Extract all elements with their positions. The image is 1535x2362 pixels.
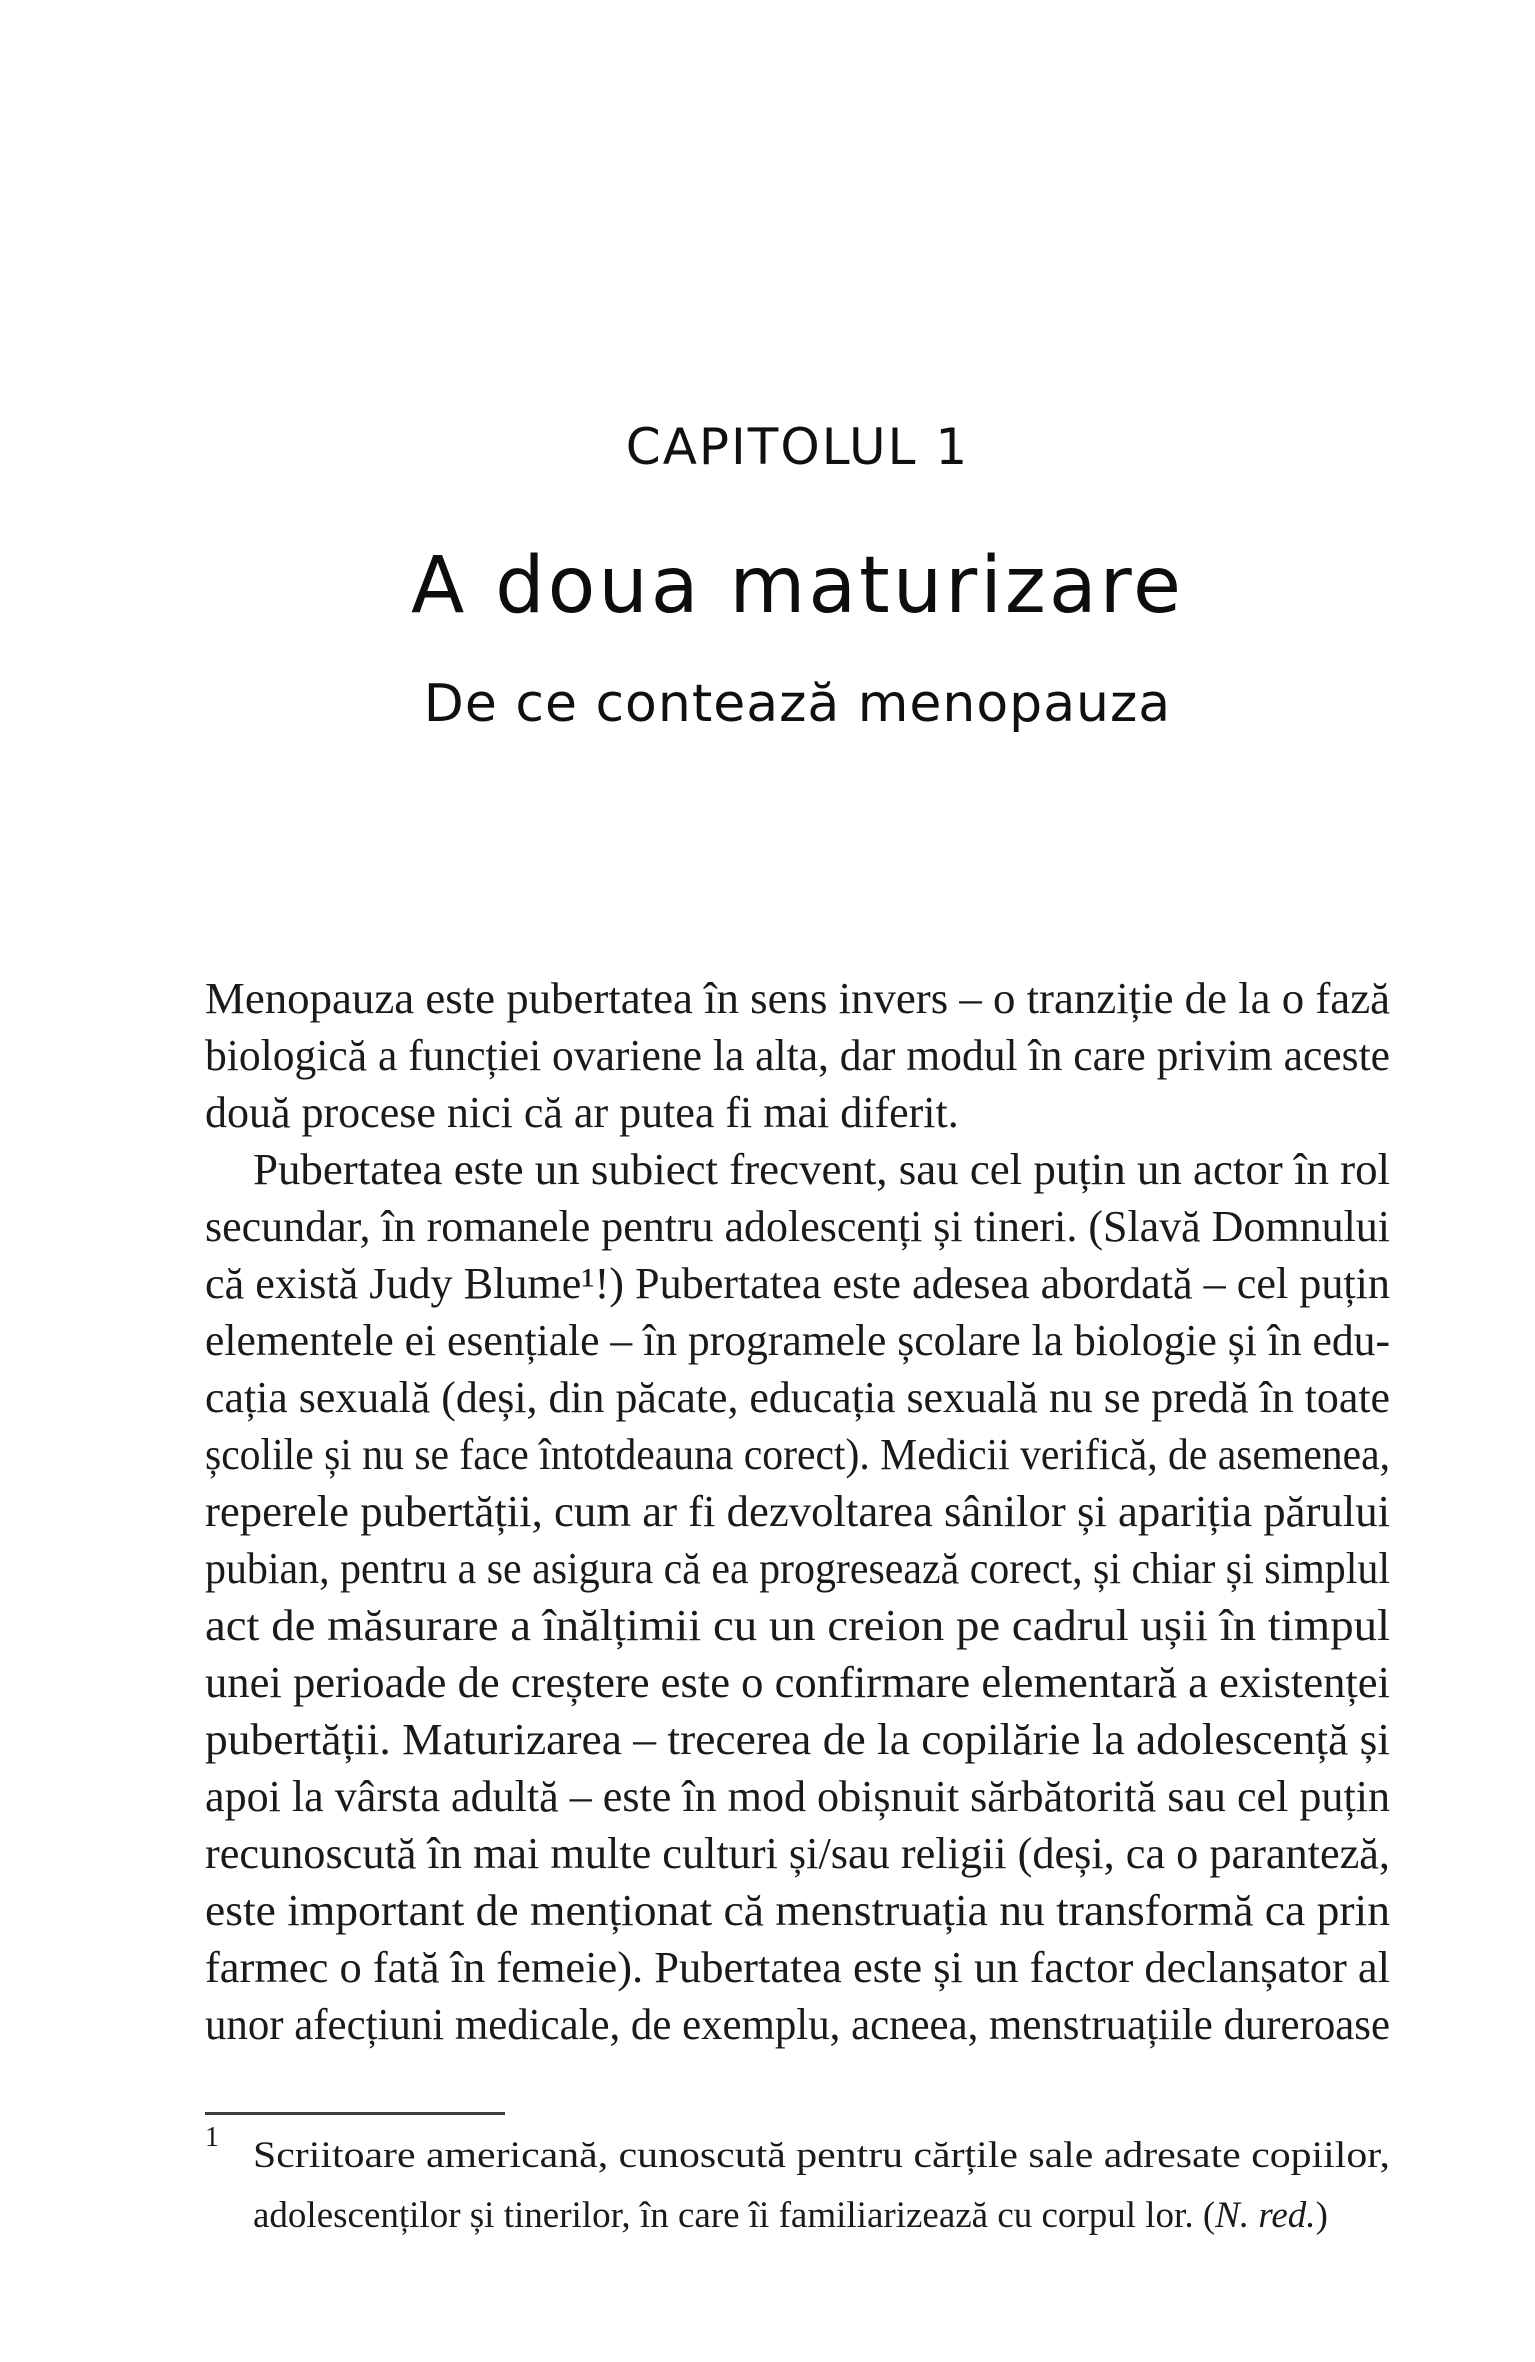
text-line: pubian, pentru a se asigura că ea progresează corect, și chiar și simplul: [205, 1544, 1390, 1593]
text-line: cația sexuală (deși, din păcate, educația sexuală nu se predă în toate: [205, 1373, 1390, 1422]
text-line: biologică a funcției ovariene la alta, dar modul în care privim aceste: [205, 1031, 1390, 1080]
chapter-title: A doua maturizare: [410, 541, 1185, 631]
text-line: două procese nici că ar putea fi mai diferit.: [205, 1088, 959, 1137]
paragraph: [205, 970, 1390, 1141]
text-line: Scriitoare americană, cunoscută pentru cărțile sale adresate copiilor,: [253, 2135, 1390, 2176]
text-line: farmec o fată în femeie). Pubertatea este și un factor declanșator al: [205, 1943, 1390, 1992]
chapter-subtitle: De ce contează menopauza: [423, 674, 1172, 734]
text-line: elementele ei esențiale – în programele școlare la biologie și în edu-: [205, 1316, 1390, 1365]
text-line: școlile și nu se face întotdeauna corect). Medicii verifică, de asemenea,: [205, 1430, 1390, 1479]
text-line: Menopauza este pubertatea în sens invers – o tranziție de la o fază: [205, 974, 1390, 1023]
chapter-label: CAPITOLUL 1: [625, 418, 970, 476]
footnote-rule: [205, 2112, 505, 2115]
text-line: pubertății. Maturizarea – trecerea de la copilărie la adolescență și: [205, 1715, 1390, 1764]
text-line: Pubertatea este un subiect frecvent, sau cel puțin un actor în rol: [253, 1145, 1390, 1194]
text-line: adolescenților și tinerilor, în care îi familiarizează cu corpul lor. (N. red.): [253, 2195, 1328, 2236]
text-line: apoi la vârsta adultă – este în mod obișnuit sărbătorită sau cel puțin: [205, 1772, 1390, 1821]
text-line: secundar, în romanele pentru adolescenți și tineri. (Slavă Domnului: [205, 1202, 1390, 1251]
footnote-marker: 1: [205, 2122, 219, 2153]
paragraph: [253, 2126, 1390, 2246]
text-line: recunoscută în mai multe culturi și/sau religii (deși, ca o paranteză,: [205, 1829, 1390, 1878]
text-line: este important de menționat că menstruația nu transformă ca prin: [205, 1886, 1390, 1935]
footnote-text: [253, 2126, 1390, 2246]
text-line: reperele pubertății, cum ar fi dezvoltarea sânilor și apariția părului: [205, 1487, 1390, 1536]
paragraph: [205, 1141, 1390, 2053]
text-line: unei perioade de creștere este o confirmare elementară a existenței: [205, 1658, 1390, 1707]
body-text: [205, 970, 1390, 2053]
text-line: act de măsurare a înălțimii cu un creion pe cadrul ușii în timpul: [205, 1601, 1391, 1650]
text-line: unor afecțiuni medicale, de exemplu, acneea, menstruațiile dureroase: [205, 2000, 1390, 2049]
text-line: că există Judy Blume¹!) Pubertatea este adesea abordată – cel puțin: [205, 1259, 1390, 1308]
